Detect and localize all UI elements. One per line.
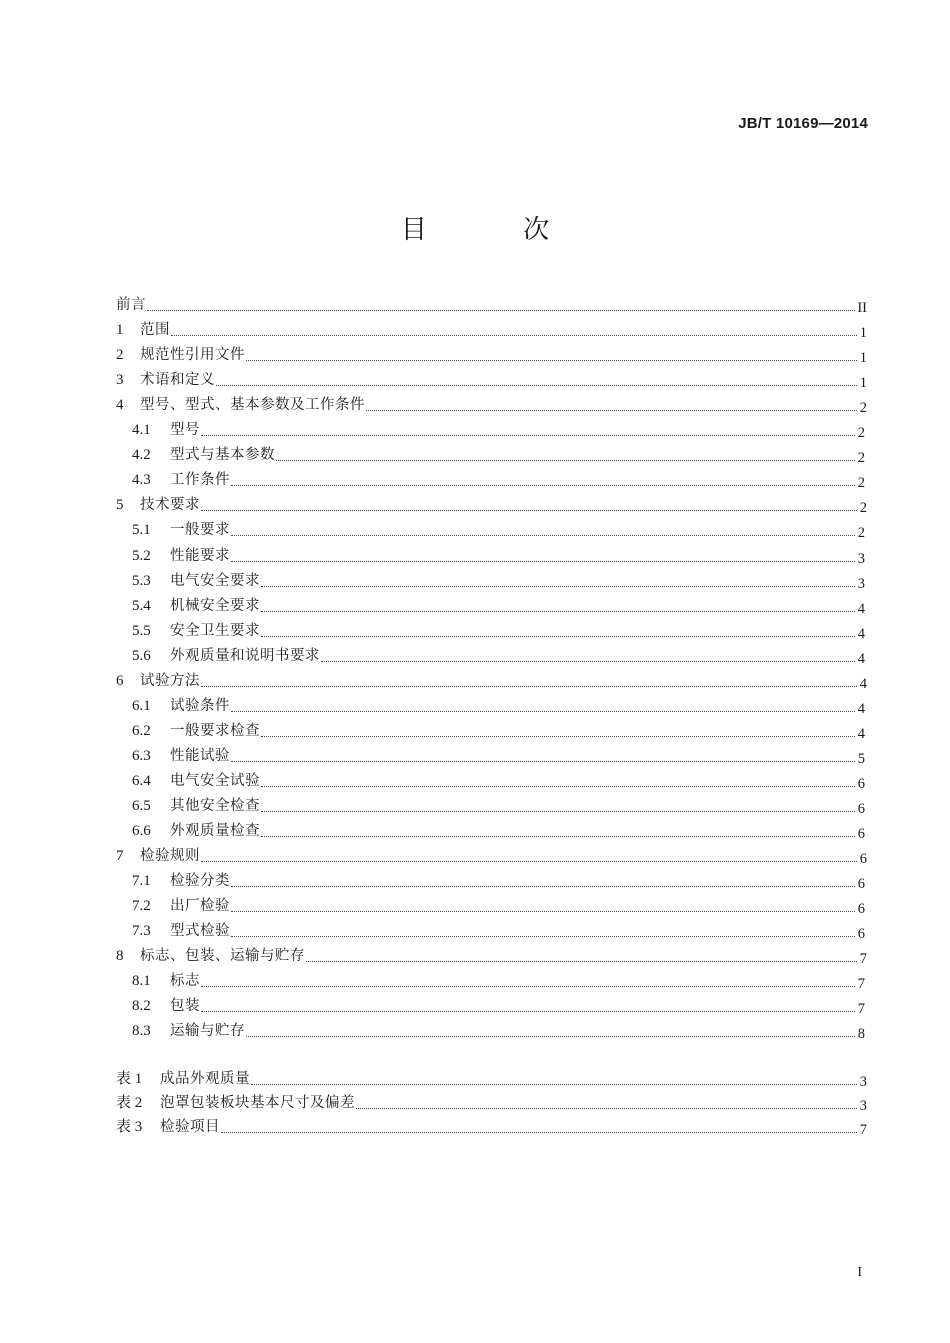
entry-number: 7.2 bbox=[132, 898, 151, 915]
toc-entry[interactable] bbox=[116, 640, 865, 665]
entry-page-number: 2 bbox=[859, 400, 867, 417]
entry-title: 范围 bbox=[140, 322, 170, 339]
entry-title: 外观质量检查 bbox=[170, 823, 260, 840]
toc-entry[interactable] bbox=[116, 815, 865, 843]
entry-page-number: 5 bbox=[857, 750, 865, 767]
entry-title: 电气安全试验 bbox=[170, 772, 260, 789]
entry-page-number: 6 bbox=[857, 876, 865, 893]
entry-number: 6.1 bbox=[132, 697, 151, 714]
dot-leader bbox=[231, 760, 855, 762]
dot-leader bbox=[261, 585, 855, 587]
dot-leader bbox=[147, 309, 855, 311]
entry-number: 7.3 bbox=[132, 923, 151, 940]
toc-table-entry[interactable] bbox=[116, 1112, 867, 1139]
entry-page-number: 4 bbox=[857, 650, 865, 667]
dot-leader bbox=[261, 785, 855, 787]
entry-title: 试验条件 bbox=[170, 697, 230, 714]
entry-title: 型式检验 bbox=[170, 923, 230, 940]
toc-entry[interactable] bbox=[116, 314, 867, 342]
entry-number: 1 bbox=[116, 322, 124, 339]
dot-leader bbox=[356, 1107, 857, 1109]
entry-page-number: 2 bbox=[857, 425, 865, 442]
entry-page-number: 1 bbox=[859, 375, 867, 392]
toc-entry[interactable] bbox=[116, 865, 865, 893]
dot-leader bbox=[201, 434, 855, 436]
toc-entry[interactable] bbox=[116, 965, 865, 993]
dot-leader bbox=[231, 560, 855, 562]
entry-title: 性能要求 bbox=[170, 547, 230, 564]
entry-number: 5.3 bbox=[132, 572, 151, 589]
entry-number: 6.2 bbox=[132, 722, 151, 739]
entry-page-number: 1 bbox=[859, 350, 867, 367]
entry-page-number: 3 bbox=[857, 575, 865, 592]
toc-entry[interactable] bbox=[116, 289, 867, 317]
entry-page-number: 6 bbox=[857, 800, 865, 817]
entry-page-number: 6 bbox=[857, 926, 865, 943]
entry-number: 6.6 bbox=[132, 823, 151, 840]
entry-page-number: 6 bbox=[857, 901, 865, 918]
dot-leader bbox=[366, 409, 857, 411]
toc-entry[interactable] bbox=[116, 565, 865, 590]
entry-number: 5.4 bbox=[132, 597, 151, 614]
entry-number: 8.1 bbox=[132, 973, 151, 990]
entry-page-number: 6 bbox=[857, 775, 865, 792]
entry-title: 前言 bbox=[116, 297, 146, 314]
toc-entry[interactable] bbox=[116, 539, 865, 567]
dot-leader bbox=[231, 935, 855, 937]
entry-title: 机械安全要求 bbox=[170, 597, 260, 614]
entry-title: 规范性引用文件 bbox=[140, 347, 245, 364]
toc-entry[interactable] bbox=[116, 389, 867, 417]
entry-title: 型式与基本参数 bbox=[170, 447, 275, 464]
dot-leader bbox=[261, 835, 855, 837]
dot-leader bbox=[321, 660, 855, 662]
entry-title: 试验方法 bbox=[140, 672, 200, 689]
entry-page-number: 4 bbox=[859, 675, 867, 692]
dot-leader bbox=[231, 534, 855, 536]
entry-page-number: 3 bbox=[857, 550, 865, 567]
entry-page-number: 6 bbox=[859, 851, 867, 868]
entry-page-number: 4 bbox=[857, 700, 865, 717]
dot-leader bbox=[231, 910, 855, 912]
entry-page-number: 1 bbox=[859, 325, 867, 342]
entry-page-number: 2 bbox=[857, 525, 865, 542]
entry-page-number: 7 bbox=[859, 951, 867, 968]
toc-entry[interactable] bbox=[116, 414, 865, 442]
dot-leader bbox=[221, 1131, 857, 1133]
entry-title: 工作条件 bbox=[170, 472, 230, 489]
entry-page-number: 8 bbox=[857, 1026, 865, 1043]
dot-leader bbox=[216, 384, 857, 386]
entry-title: 一般要求 bbox=[170, 522, 230, 539]
entry-number: 6.3 bbox=[132, 747, 151, 764]
entry-title: 标志、包装、运输与贮存 bbox=[140, 948, 305, 965]
dot-leader bbox=[306, 960, 857, 962]
dot-leader bbox=[261, 635, 855, 637]
entry-title: 其他安全检查 bbox=[170, 797, 260, 814]
toc-entry[interactable] bbox=[116, 514, 865, 542]
entry-title: 型号、型式、基本参数及工作条件 bbox=[140, 397, 365, 414]
entry-page-number: 2 bbox=[859, 500, 867, 517]
toc-entry[interactable] bbox=[116, 1015, 865, 1043]
toc-table-entry[interactable] bbox=[116, 1088, 867, 1112]
entry-title: 型号 bbox=[170, 422, 200, 439]
toc-entry[interactable] bbox=[116, 740, 865, 765]
entry-number: 8 bbox=[116, 948, 124, 965]
entry-number: 5.5 bbox=[132, 622, 151, 639]
entry-title: 检验项目 bbox=[160, 1119, 220, 1136]
entry-title: 出厂检验 bbox=[170, 898, 230, 915]
entry-title: 安全卫生要求 bbox=[170, 622, 260, 639]
entry-title: 外观质量和说明书要求 bbox=[170, 647, 320, 664]
entry-title: 包装 bbox=[170, 998, 200, 1015]
entry-page-number: 3 bbox=[859, 1098, 867, 1114]
entry-number: 5.6 bbox=[132, 647, 151, 664]
dot-leader bbox=[231, 885, 855, 887]
dot-leader bbox=[201, 985, 855, 987]
entry-number: 4 bbox=[116, 397, 124, 414]
entry-title: 标志 bbox=[170, 973, 200, 990]
entry-page-number: 4 bbox=[857, 600, 865, 617]
toc-entry[interactable] bbox=[116, 840, 867, 868]
entry-number: 4.2 bbox=[132, 447, 151, 464]
dot-leader bbox=[201, 509, 857, 511]
dot-leader bbox=[261, 810, 855, 812]
toc-entry[interactable] bbox=[116, 790, 865, 815]
dot-leader bbox=[201, 685, 857, 687]
page-folio: I bbox=[857, 1265, 862, 1280]
entry-number: 7 bbox=[116, 848, 124, 865]
entry-title: 技术要求 bbox=[140, 497, 200, 514]
entry-title: 术语和定义 bbox=[140, 372, 215, 389]
entry-page-number: 7 bbox=[859, 1122, 867, 1139]
entry-number: 6 bbox=[116, 672, 124, 689]
toc-entry[interactable] bbox=[116, 765, 865, 790]
toc-entry[interactable] bbox=[116, 489, 867, 517]
toc-entry[interactable] bbox=[116, 439, 865, 467]
entry-page-number: 2 bbox=[857, 475, 865, 492]
entry-number: 4.3 bbox=[132, 472, 151, 489]
entry-title: 运输与贮存 bbox=[170, 1023, 245, 1040]
standard-number: JB/T 10169—2014 bbox=[738, 115, 868, 132]
toc-entry[interactable] bbox=[116, 665, 867, 690]
entry-page-number: 3 bbox=[859, 1073, 867, 1090]
entry-title: 检验分类 bbox=[170, 873, 230, 890]
toc-table-entry[interactable] bbox=[116, 1063, 867, 1090]
dot-leader bbox=[201, 860, 857, 862]
toc-list bbox=[116, 289, 867, 1139]
toc-entry[interactable] bbox=[116, 915, 865, 943]
entry-page-number: II bbox=[857, 300, 867, 317]
toc-title: 目 次 bbox=[400, 215, 594, 245]
toc-entry[interactable] bbox=[116, 890, 865, 918]
toc-entry[interactable] bbox=[116, 615, 865, 640]
entry-page-number: 2 bbox=[857, 450, 865, 467]
entry-page-number: 4 bbox=[857, 725, 865, 742]
entry-number: 6.5 bbox=[132, 797, 151, 814]
toc-entry[interactable] bbox=[116, 715, 865, 740]
toc-entry[interactable] bbox=[116, 464, 865, 492]
entry-title: 一般要求检查 bbox=[170, 722, 260, 739]
entry-number: 表 3 bbox=[116, 1119, 143, 1136]
toc-entry[interactable] bbox=[116, 990, 865, 1018]
entry-title: 成品外观质量 bbox=[160, 1070, 250, 1087]
toc-entry[interactable] bbox=[116, 590, 865, 615]
entry-page-number: 6 bbox=[857, 826, 865, 843]
entry-title: 电气安全要求 bbox=[170, 572, 260, 589]
dot-leader bbox=[231, 484, 855, 486]
entry-title: 性能试验 bbox=[170, 747, 230, 764]
entry-title: 检验规则 bbox=[140, 848, 200, 865]
entry-number: 5 bbox=[116, 497, 124, 514]
entry-page-number: 4 bbox=[857, 625, 865, 642]
dot-leader bbox=[276, 459, 855, 461]
toc-entry[interactable] bbox=[116, 364, 867, 392]
dot-leader bbox=[231, 710, 855, 712]
entry-number: 8.3 bbox=[132, 1023, 151, 1040]
entry-number: 5.1 bbox=[132, 522, 151, 539]
entry-page-number: 7 bbox=[857, 976, 865, 993]
entry-number: 6.4 bbox=[132, 772, 151, 789]
entry-number: 表 1 bbox=[116, 1070, 143, 1087]
entry-title: 泡罩包装板块基本尺寸及偏差 bbox=[160, 1095, 355, 1111]
toc-entry[interactable] bbox=[116, 339, 867, 367]
entry-number: 表 2 bbox=[116, 1095, 143, 1111]
toc-entry[interactable] bbox=[116, 690, 865, 715]
entry-number: 2 bbox=[116, 347, 124, 364]
entry-page-number: 7 bbox=[857, 1001, 865, 1018]
dot-leader bbox=[171, 334, 857, 336]
dot-leader bbox=[246, 1035, 855, 1037]
entry-number: 5.2 bbox=[132, 547, 151, 564]
dot-leader bbox=[261, 610, 855, 612]
dot-leader bbox=[261, 735, 855, 737]
dot-leader bbox=[201, 1010, 855, 1012]
entry-number: 3 bbox=[116, 372, 124, 389]
toc-entry[interactable] bbox=[116, 940, 867, 968]
entry-number: 8.2 bbox=[132, 998, 151, 1015]
dot-leader bbox=[251, 1083, 857, 1085]
entry-number: 4.1 bbox=[132, 422, 151, 439]
dot-leader bbox=[246, 359, 857, 361]
entry-number: 7.1 bbox=[132, 873, 151, 890]
